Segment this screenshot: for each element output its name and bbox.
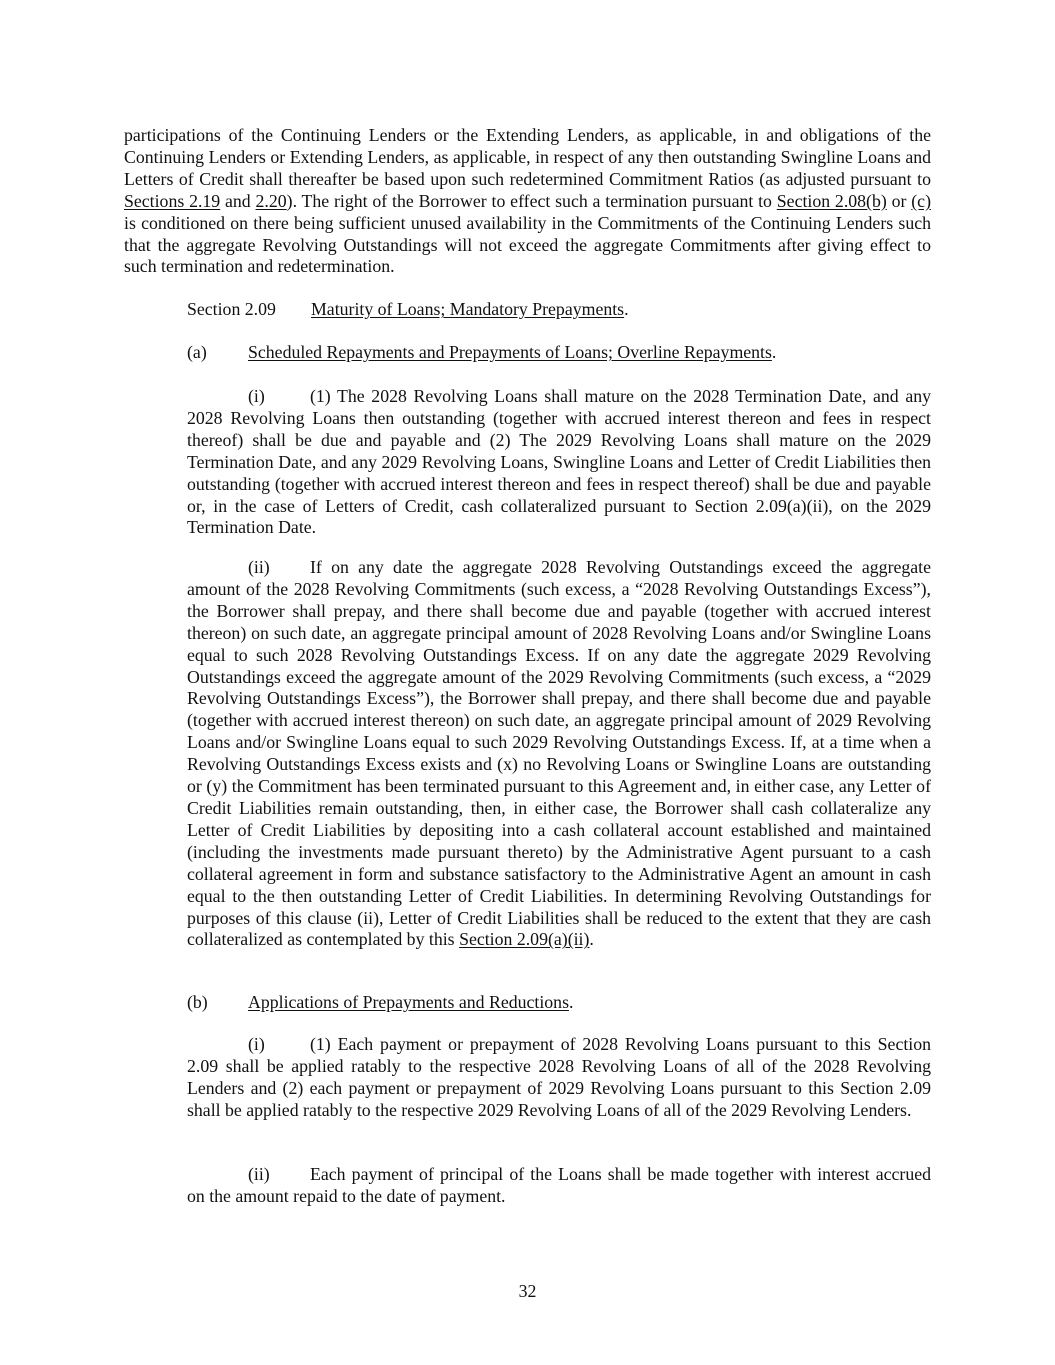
clause-a-i-text: (1) The 2028 Revolving Loans shall mature on the 2028 Termination Date, and any 2028 Revolving Loans then outstanding (together with accrued interest thereon and fees in respect thereof) shall be due and payable and (2) The 2029 Revolving Loans shall mature on the 2029 Termination Date, and any 2029 Revolving Loans, Swingline Loans and Letter of Credit Liabilities then outstanding (together with accrued interest thereon and fees in respect thereof) shall be due and payable or, in the case of Letters of Credit, cash collateralized pursuant to Section 2.09(a)(ii), on the 2029 Termination Date. — [187, 386, 931, 538]
clause-a-ii — [187, 557, 931, 951]
clause-a-ii-text: If on any date the aggregate 2028 Revolving Outstandings exceed the aggregate amount of the 2028 Revolving Commitments (such excess, a “2028 Revolving Outstandings Excess”), the Borrower shall prepay, and there shall become due and payable (together with accrued interest thereon) on such date, an aggregate principal amount of 2028 Revolving Loans and/or Swingline Loans equal to such 2028 Revolving Outstandings Excess. If on any date the aggregate 2029 Revolving Outstandings exceed the aggregate amount of the 2029 Revolving Commitments (such excess, a “2029 Revolving Outstandings Excess”), the Borrower shall prepay, and there shall become due and payable (together with accrued interest thereon) on such date, an aggregate principal amount of 2029 Revolving Loans and/or Swingline Loans equal to such 2029 Revolving Outstandings Excess. If, at a time when a Revolving Outstandings Excess exists and (x) no Revolving Loans or Swingline Loans are outstanding or (y) the Commitment has been terminated pursuant to this Agreement and, in either case, any Letter of Credit Liabilities remain outstanding, then, in either case, the Borrower shall cash collateralize any Letter of Credit Liabilities by depositing into a cash collateral account established and maintained (including the investments made pursuant thereto) by the Administrative Agent pursuant to a cash collateral agreement in form and substance satisfactory to the Administrative Agent an amount in cash equal to the then outstanding Letter of Credit Liabilities. In determining Revolving Outstandings for purposes of this clause (ii), Letter of Credit Liabilities shall be reduced to the extent that they are cash collateralized as contemplated by this — [187, 557, 931, 950]
subsection-a-period: . — [771, 342, 777, 362]
section-2-08c-link[interactable]: (c) — [911, 190, 932, 211]
clause-b-i-label: (i) — [248, 1034, 265, 1054]
subsection-b-label: (b) — [187, 992, 208, 1012]
page-number: 32 — [518, 1281, 537, 1301]
intro-text-5: is conditioned on there being sufficient unused availability in the Commitments of the Continuing Lenders such that the aggregate Revolving Outstandings will not exceed the aggregate Commitments after giving effect to such termination and redetermination. — [124, 212, 931, 277]
subsection-a-label: (a) — [187, 342, 207, 362]
subsection-a-heading — [187, 342, 931, 364]
clause-b-i-text: (1) Each payment or prepayment of 2028 Revolving Loans pursuant to this Section 2.09 shall be applied ratably to the respective 2028 Revolving Loans of all of the 2028 Revolving Lenders and (2) each payment or prepayment of 2029 Revolving Loans pursuant to this Section 2.09 shall be applied ratably to the respective 2029 Revolving Loans of all of the 2029 Revolving Lenders. — [187, 1034, 931, 1120]
sections-2-19-link[interactable]: Sections 2.19 — [124, 190, 221, 211]
clause-a-i-label: (i) — [248, 386, 265, 406]
section-number: Section 2.09 — [187, 299, 276, 319]
intro-text-3: ). The right of the Borrower to effect such a termination pursuant to — [286, 190, 777, 211]
clause-a-i — [187, 386, 931, 539]
clause-b-i — [187, 1034, 931, 1122]
clause-a-ii-label: (ii) — [248, 557, 270, 577]
subsection-b-heading — [187, 992, 931, 1014]
section-2-08b-link[interactable]: Section 2.08(b) — [776, 190, 887, 211]
intro-text-2: and — [220, 190, 256, 211]
clause-b-ii-label: (ii) — [248, 1164, 270, 1184]
clause-a-ii-end: . — [589, 929, 594, 950]
intro-paragraph — [124, 125, 931, 278]
clause-b-ii-text: Each payment of principal of the Loans shall be made together with interest accrued on the amount repaid to the date of payment. — [187, 1164, 931, 1206]
intro-text-4: or — [886, 190, 912, 211]
subsection-b-title: Applications of Prepayments and Reductions — [248, 992, 569, 1012]
section-2-09aii-link[interactable]: Section 2.09(a)(ii) — [459, 929, 590, 950]
clause-b-ii — [187, 1164, 931, 1208]
subsection-a-title: Scheduled Repayments and Prepayments of Loans; Overline Repayments — [248, 342, 772, 362]
subsection-b-period: . — [569, 992, 574, 1012]
section-2-20-link[interactable]: 2.20 — [255, 190, 287, 211]
section-heading — [187, 299, 931, 321]
section-title: Maturity of Loans; Mandatory Prepayments — [311, 299, 625, 319]
intro-text-1: participations of the Continuing Lenders or the Extending Lenders, as applicable, in and obligations of the Continuing Lenders or Extending Lenders, as applicable, in respect of any then outstanding Swingline Loans and Letters of Credit shall thereafter be based upon such redetermined Commitment Ratios (as adjusted pursuant to — [124, 125, 931, 189]
section-title-period: . — [624, 299, 629, 319]
